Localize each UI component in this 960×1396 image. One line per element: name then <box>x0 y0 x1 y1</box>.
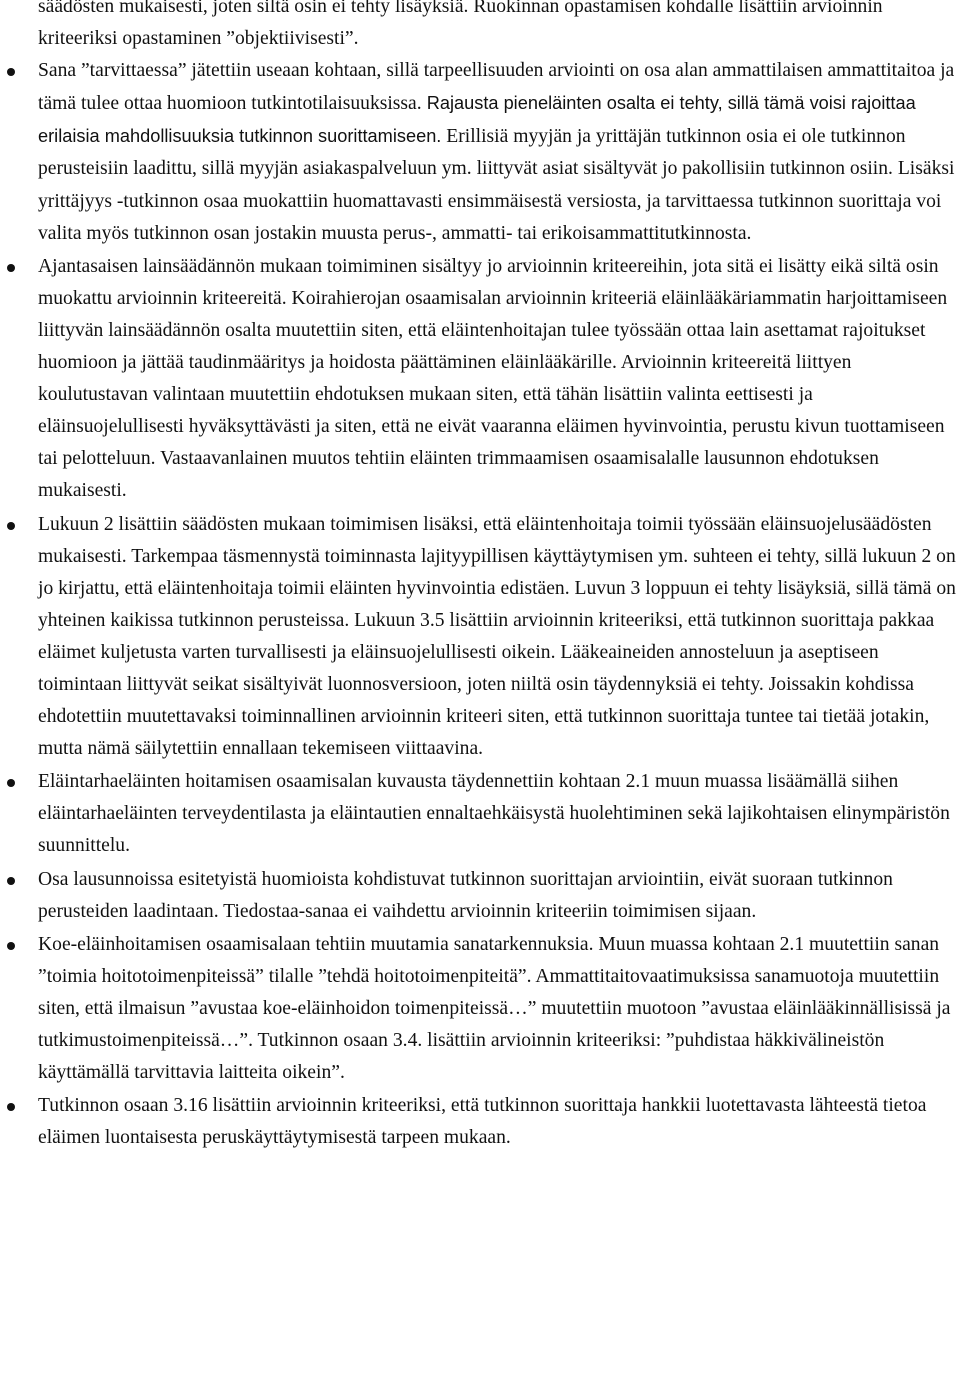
paragraph <box>38 771 950 856</box>
text-segment: Koe-eläinhoitamisen osaamisalaan tehtiin muutamia sanatarkennuksia. Muun muassa kohtaan 2.1 muutettiin sanan ”toimia hoitotoimenpiteissä” tilalle ”tehdä hoitotoimenpiteitä”. Ammattitaitovaatimuksissa sanamuotoja muutettiin siten, että ilmaisun ”avustaa koe-eläinhoidon toimenpiteissä…” muutettiin muotoon ”avustaa eläinlääkinnällisissä ja tutkimustoimenpiteissä…”. Tutkinnon osaan 3.4. lisättiin arvioinnin kriteeriksi: ”puhdistaa häkkivälineistön käyttämällä tarvittavia laitteita oikein”. <box>38 933 951 1084</box>
paragraph <box>38 934 951 1083</box>
list-item <box>0 1090 956 1154</box>
list-item <box>0 864 956 928</box>
bullet-icon <box>7 942 15 950</box>
paragraph <box>38 1095 926 1148</box>
text-segment: Osa lausunnoissa esitetyistä huomioista kohdistuvat tutkinnon suorittajan arviointiin, eivät suoraan tutkinnon perusteiden laadintaan. Tiedostaa-sanaa ei vaihdettu arvioinnin kriteeriin toimimisen sijaan. <box>38 868 893 922</box>
text-segment: Tutkinnon osaan 3.16 lisättiin arvioinnin kriteeriksi, että tutkinnon suorittaja hankkii luotettavasta lähteestä tietoa eläimen luontaisesta peruskäyttäytymisestä tarpeen mukaan. <box>38 1095 927 1149</box>
bullet-icon <box>7 1103 15 1111</box>
bullet-list <box>0 55 960 1154</box>
text-segment: Erillisiä myyjän ja yrittäjän tutkinnon osia ei ole tutkinnon perusteisiin laadittu, sillä myyjän asiakaspalveluun ym. liittyvät asiat sisältyvät jo pakollisiin tutkinnon osiin. Lisäksi yrittäjyys -tutkinnon osaa muokattiin huomattavasti ensimmäisestä versiosta, ja tarvittaessa tutkinnon suorittaja voi valita myös tutkinnon osan jostakin muusta perus-, ammatti- tai erikoisammattitutkinnosta. <box>38 126 955 244</box>
text-segment-sans: Rajausta pieneläinten osalta ei tehty, sillä tämä voisi rajoittaa erilaisia mahdollisuuksia tutkinnon suorittamiseen. <box>38 93 916 147</box>
bullet-icon <box>7 779 15 787</box>
continuation-paragraph: säädösten mukaisesti, joten siltä osin ei tehty lisäyksiä. Ruokinnan opastamisen kohdalle lisättiin arvioinnin kriteeriksi opastaminen ”objektiivisesti”. <box>38 0 883 50</box>
paragraph <box>38 514 956 760</box>
list-item <box>0 509 956 766</box>
bullet-icon <box>7 68 15 76</box>
list-item <box>0 55 956 250</box>
text-segment: Lukuun 2 lisättiin säädösten mukaan toimimisen lisäksi, että eläintenhoitaja toimii työssään eläinsuojelusäädösten mukaisesti. Tarkempaa täsmennystä toiminnasta lajityypillisen käyttäytymisen ym. suhteen ei tehty, sillä lukuun 2 on jo kirjattu, että eläintenhoitaja toimii eläinten hyvinvointia edistäen. Luvun 3 loppuun ei tehty lisäyksiä, sillä tämä on yhteinen kaikissa tutkinnon perusteissa. Lukuun 3.5 lisättiin arvioinnin kriteeriksi, että tutkinnon suorittaja pakkaa eläimet kuljetusta varten turvallisesti ja eläinsuojelullisesti oikein. Lääkeaineiden annosteluun ja aseptiseen toimintaan liittyvät seikat sisältyivät luonnosversioon, joten niiltä osin täydennyksiä ei tehty. Joissakin kohdissa ehdotettiin muutettavaksi toiminnallinen arvioinnin kriteeri siten, että tutkinnon suorittaja tuntee tai tietää jotakin, mutta nämä säilytettiin ennallaan tekemiseen viittaavina. <box>38 513 956 760</box>
text-segment: Eläintarhaeläinten hoitamisen osaamisalan kuvausta täydennettiin kohtaan 2.1 muun muassa lisäämällä siihen eläintarhaeläinten terveydentilasta ja eläintautien ennaltaehkäisystä huolehtiminen sekä lajikohtaisen elinympäristön suunnittelu. <box>38 771 950 857</box>
bullet-icon <box>7 264 15 272</box>
text-segment: Ajantasaisen lainsäädännön mukaan toimiminen sisältyy jo arvioinnin kriteereihin, jota sitä ei lisätty eikä siltä osin muokattu arvioinnin kriteereitä. Koirahierojan osaamisalan arvioinnin kriteeriä eläinlääkäriammatin harjoittamiseen liittyvän lainsäädännön osalta muutettiin siten, että eläintenhoitajan tulee työssään ottaa lain asettamat rajoitukset huomioon ja jättää taudinmääritys ja hoidosta päättäminen eläinlääkärille. Arvioinnin kriteereitä liittyen koulutustavan valintaan muutettiin ehdotuksen mukaan siten, että tähän lisättiin valinta eettisesti ja eläinsuojelullisesti hyväksyttävästi ja siten, että ne eivät vaaranna eläimen hyvinvointia, perustu kivun tuottamiseen tai pelotteluun. Vastaavanlainen muutos tehtiin eläinten trimmaamisen osaamisalalle lausunnon ehdotuksen mukaisesti. <box>38 255 948 502</box>
paragraph <box>38 60 954 243</box>
list-item <box>0 766 956 862</box>
list-item <box>0 251 956 508</box>
paragraph <box>38 869 893 922</box>
list-item <box>0 929 956 1089</box>
text-segment: Sana ”tarvittaessa” jätettiin useaan kohtaan, sillä tarpeellisuuden arviointi on osa alan ammattilaisen ammattitaitoa ja tämä tulee ottaa huomioon tutkintotilaisuuksissa. <box>38 60 955 115</box>
paragraph <box>38 256 947 502</box>
bullet-icon <box>7 877 15 885</box>
bullet-icon <box>7 522 15 530</box>
